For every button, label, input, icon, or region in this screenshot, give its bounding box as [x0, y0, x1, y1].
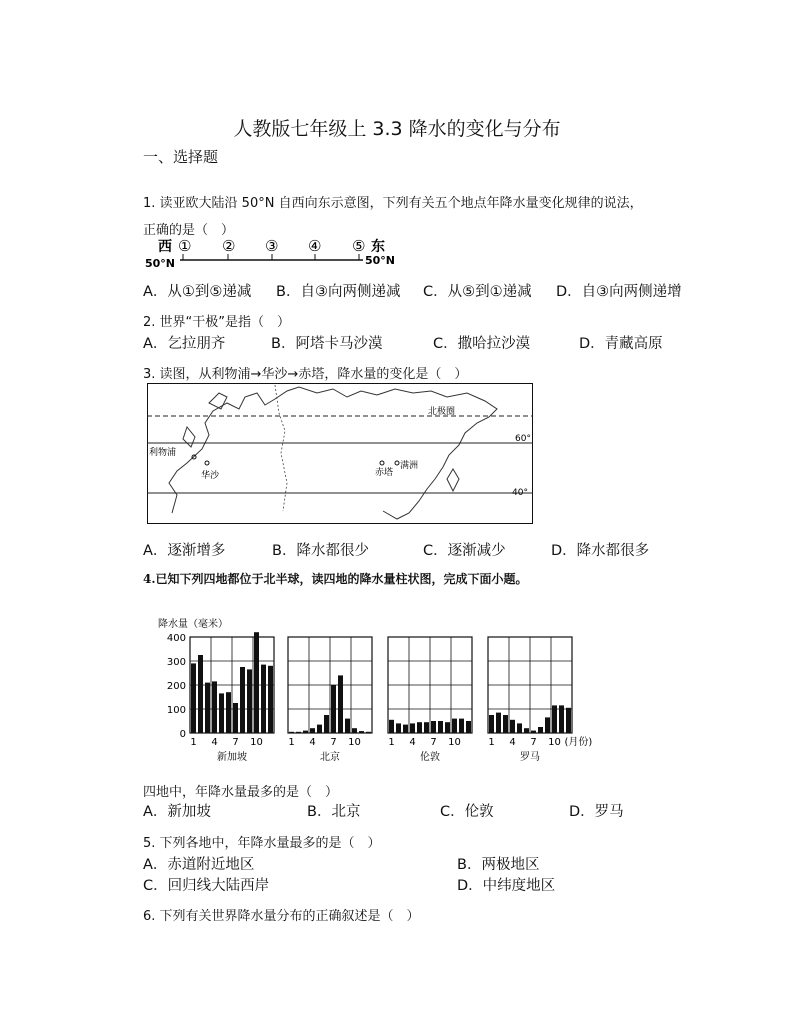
bar-罗马-3 [503, 715, 508, 733]
bar-罗马-2 [496, 713, 501, 733]
x-tick-label: 1 [488, 737, 495, 748]
section-heading: 一、选择题 [143, 148, 219, 166]
bar-新加坡-10 [254, 632, 259, 733]
bar-北京-9 [345, 719, 350, 733]
bar-北京-6 [324, 715, 329, 733]
q3-stem: 3. 读图，从利物浦→华沙→赤塔，降水量的变化是（ ） [143, 367, 468, 382]
q4-option-d[interactable]: D．罗马 [569, 804, 624, 820]
chita-label: 赤塔 [375, 468, 394, 478]
bar-罗马-9 [545, 717, 550, 733]
x-tick-label: 10 [448, 737, 461, 748]
bar-新加坡-12 [268, 666, 273, 733]
bar-新加坡-3 [205, 683, 210, 733]
q5-stem: 5. 下列各地中，年降水量最多的是（ ） [143, 836, 381, 851]
q5-option-a[interactable]: A．赤道附近地区 [143, 857, 255, 873]
point-3: ③ [265, 237, 279, 255]
q3-option-b[interactable]: B．降水都很少 [272, 543, 369, 559]
bar-罗马-1 [489, 715, 494, 733]
lat-left: 50°N [145, 257, 176, 270]
bar-北京-8 [338, 675, 343, 733]
q1-stem-line1: 1. 读亚欧大陆沿 50°N 自西向东示意图，下列有关五个地点年降水量变化规律的说法， [143, 196, 643, 211]
bar-罗马-12 [566, 708, 571, 733]
q2-option-d[interactable]: D．青藏高原 [579, 336, 663, 352]
q3-option-d[interactable]: D．降水都很多 [551, 543, 650, 559]
y-tick-label: 400 [166, 633, 186, 644]
bar-罗马-6 [524, 728, 529, 733]
x-tick-label: 4 [509, 737, 516, 748]
y-tick-label: 200 [166, 681, 186, 692]
q4-stem: 4.已知下列四地都位于北半球，读四地的降水量柱状图，完成下面小题。 [143, 572, 528, 586]
liverpool-label: 利物浦 [149, 448, 177, 458]
q1-option-c[interactable]: C．从⑤到①递减 [423, 284, 532, 300]
bar-伦敦-11 [459, 719, 464, 733]
bar-北京-2 [296, 732, 301, 733]
q4-option-a[interactable]: A．新加坡 [143, 804, 211, 820]
east-label: 东 [371, 239, 385, 255]
bar-伦敦-1 [389, 720, 394, 733]
y-tick-label: 100 [166, 705, 186, 716]
bar-新加坡-9 [247, 669, 252, 733]
bar-罗马-5 [517, 723, 522, 733]
bar-北京-10 [352, 728, 357, 733]
q2-option-c[interactable]: C．撒哈拉沙漠 [433, 336, 531, 352]
x-tick-label: 4 [309, 737, 316, 748]
q1-option-d[interactable]: D．自③向两侧递增 [556, 284, 682, 300]
chart-title-罗马: 罗马 [520, 752, 540, 763]
x-tick-label: 4 [409, 737, 416, 748]
q2-option-a[interactable]: A．乞拉朋齐 [143, 336, 226, 352]
bar-新加坡-6 [226, 692, 231, 733]
bar-罗马-8 [538, 727, 543, 733]
precipitation-charts [150, 612, 610, 768]
q5-option-d[interactable]: D．中纬度地区 [457, 878, 556, 894]
bar-伦敦-2 [396, 723, 401, 733]
q4-option-b[interactable]: B．北京 [307, 804, 361, 820]
point-4: ④ [308, 237, 322, 255]
q3-option-c[interactable]: C．逐渐减少 [423, 543, 506, 559]
bar-北京-12 [366, 732, 371, 733]
bar-伦敦-12 [466, 721, 471, 733]
q2-option-b[interactable]: B．阿塔卡马沙漠 [271, 336, 383, 352]
bar-伦敦-10 [452, 719, 457, 733]
x-tick-label: 7 [430, 737, 437, 748]
point-5: ⑤ [352, 237, 366, 255]
bar-伦敦-7 [431, 721, 436, 733]
x-tick-label: 1 [388, 737, 395, 748]
x-tick-label: 1 [190, 737, 197, 748]
q3-option-a[interactable]: A．逐渐增多 [143, 543, 226, 559]
bar-罗马-4 [510, 720, 515, 733]
q5-option-b[interactable]: B．两极地区 [457, 857, 540, 873]
y-axis-label: 降水量（毫米） [158, 619, 228, 630]
q2-stem: 2. 世界“干极”是指（ ） [143, 315, 291, 330]
q5-option-c[interactable]: C．回归线大陆西岸 [143, 878, 270, 894]
bar-新加坡-8 [240, 667, 245, 733]
bar-北京-5 [317, 725, 322, 733]
page-title: 人教版七年级上 3.3 降水的变化与分布 [233, 118, 561, 140]
bar-北京-3 [303, 731, 308, 733]
point-1: ① [178, 237, 192, 255]
q1-option-b[interactable]: B．自③向两侧递减 [276, 284, 401, 300]
x-tick-label: 10 [348, 737, 361, 748]
bar-罗马-10 [552, 705, 557, 733]
warsaw-label: 华沙 [201, 471, 220, 481]
bar-新加坡-1 [191, 663, 196, 733]
month-unit-label: (月份) [564, 737, 593, 748]
chart-title-新加坡: 新加坡 [217, 752, 247, 763]
x-tick-label: 7 [330, 737, 337, 748]
q1-option-a[interactable]: A．从①到⑤递减 [143, 284, 252, 300]
q1-stem-line2: 正确的是（ ） [143, 223, 235, 238]
y-tick-label: 300 [166, 657, 186, 668]
lat40-label: 40° [512, 488, 528, 498]
bar-新加坡-5 [219, 693, 224, 733]
bar-伦敦-8 [438, 721, 443, 733]
q4-option-c[interactable]: C．伦敦 [440, 804, 494, 820]
bar-伦敦-6 [424, 722, 429, 733]
bar-新加坡-2 [198, 655, 203, 733]
bar-新加坡-7 [233, 703, 238, 733]
bar-伦敦-5 [417, 722, 422, 733]
lat60-label: 60° [515, 434, 531, 444]
bar-北京-1 [289, 732, 294, 733]
bar-伦敦-4 [410, 723, 415, 733]
x-tick-label: 4 [211, 737, 218, 748]
hailar-label: 满洲 [400, 461, 419, 471]
bar-新加坡-11 [261, 665, 266, 733]
chart-title-伦敦: 伦敦 [420, 752, 440, 763]
bar-伦敦-3 [403, 725, 408, 733]
q1-latitude-diagram [140, 234, 400, 274]
x-tick-label: 7 [232, 737, 239, 748]
q6-stem: 6. 下列有关世界降水量分布的正确叙述是（ ） [143, 909, 420, 924]
eurasia-map [147, 383, 534, 525]
y-tick-label: 0 [179, 729, 186, 740]
x-tick-label: 7 [530, 737, 537, 748]
bar-北京-7 [331, 685, 336, 733]
q4-sub-stem: 四地中，年降水量最多的是（ ） [143, 785, 339, 800]
lat-right: 50°N [365, 254, 396, 267]
point-2: ② [222, 237, 236, 255]
x-tick-label: 10 [250, 737, 263, 748]
x-tick-label: 10 [548, 737, 561, 748]
map-frame [148, 384, 533, 524]
bar-北京-4 [310, 728, 315, 733]
bar-罗马-7 [531, 731, 536, 733]
bar-北京-11 [359, 731, 364, 733]
x-tick-label: 1 [288, 737, 295, 748]
chart-title-北京: 北京 [320, 752, 340, 763]
west-label: 西 [158, 239, 172, 255]
bar-新加坡-4 [212, 681, 217, 733]
bar-伦敦-9 [445, 722, 450, 733]
arctic-label: 北极圈 [428, 407, 456, 417]
bar-罗马-11 [559, 705, 564, 733]
